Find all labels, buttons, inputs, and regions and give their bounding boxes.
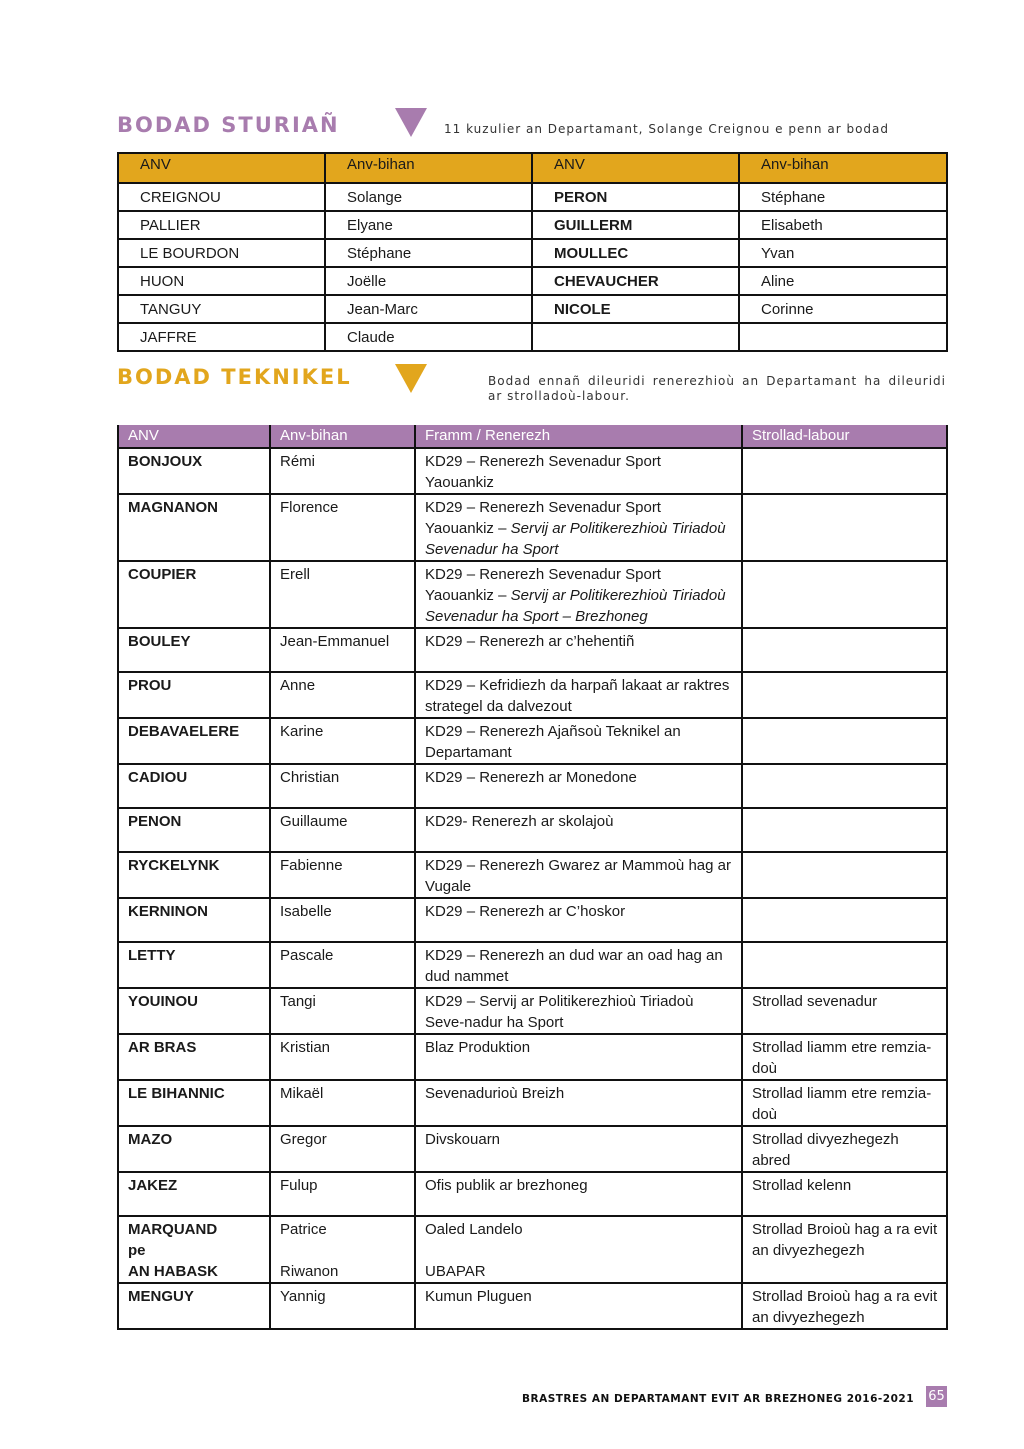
firstname-cell <box>270 718 415 764</box>
strollad-cell <box>742 1216 947 1283</box>
firstname-cell: Jean-Marc <box>325 295 532 323</box>
column-header: Anv-bihan <box>270 425 415 448</box>
footer-title: BRASTRES AN DEPARTAMANT EVIT AR BREZHONEG 2016-2021 <box>521 1393 914 1405</box>
framm-cell <box>415 852 742 898</box>
firstname-cell: Yvan <box>739 239 947 267</box>
strollad-cell <box>742 1283 947 1329</box>
name-cell: PERON <box>532 183 739 211</box>
firstname-cell <box>270 628 415 672</box>
framm-cell <box>415 988 742 1034</box>
framm-cell <box>415 764 742 808</box>
framm-cell <box>415 718 742 764</box>
framm-italic-text: Servij ar Politikerezhioù Tiriadoù Sevenadur ha Sport <box>425 520 726 558</box>
name-cell <box>118 852 270 898</box>
name-text: MARQUAND <box>128 1221 218 1238</box>
firstname-cell <box>270 942 415 988</box>
table-row <box>118 239 947 267</box>
table-row <box>118 494 947 561</box>
name-text: MAZO <box>128 1131 173 1148</box>
firstname-cell: Aline <box>739 267 947 295</box>
table-row <box>118 323 947 351</box>
column-header: ANV <box>118 425 270 448</box>
firstname-text: Anne <box>280 677 316 694</box>
table-row <box>118 1216 947 1283</box>
framm-cell <box>415 1034 742 1080</box>
framm-cell <box>415 898 742 942</box>
firstname-cell <box>270 1080 415 1126</box>
framm-cell <box>415 808 742 852</box>
name-text: DEBAVAELERE <box>128 723 240 740</box>
firstname-cell: Claude <box>325 323 532 351</box>
framm-cell <box>415 494 742 561</box>
name-text: PENON <box>128 813 182 830</box>
framm-text: KD29 – Kefridiezh da harpañ lakaat ar raktres strategel da dalvezout <box>425 677 730 715</box>
strollad-cell <box>742 1034 947 1080</box>
table-row <box>118 898 947 942</box>
table-teknikel <box>117 425 948 1330</box>
firstname-text: Erell <box>280 566 311 583</box>
framm-text: Oaled Landelo <box>425 1221 523 1238</box>
or-text: pe <box>128 1242 146 1259</box>
framm-cell <box>415 561 742 628</box>
firstname-text: Guillaume <box>280 813 348 830</box>
framm-text: KD29 – Renerezh Ajañsoù Teknikel an Departamant <box>425 723 681 761</box>
firstname-cell: Stéphane <box>739 183 947 211</box>
firstname-cell: Solange <box>325 183 532 211</box>
firstname-cell <box>270 852 415 898</box>
framm-cell <box>415 1126 742 1172</box>
framm-italic-text: Servij ar Politikerezhioù Tiriadoù Sevenadur ha Sport – Brezhoneg <box>425 587 726 625</box>
table-row <box>118 267 947 295</box>
column-header: Anv-bihan <box>325 153 532 183</box>
framm-cell <box>415 672 742 718</box>
firstname-text: Karine <box>280 723 324 740</box>
name-text: BOULEY <box>128 633 191 650</box>
strollad-text: Strollad kelenn <box>752 1177 852 1194</box>
firstname-cell <box>270 1172 415 1216</box>
firstname-cell <box>270 808 415 852</box>
firstname-cell <box>270 448 415 494</box>
framm-text: Ofis publik ar brezhoneg <box>425 1177 588 1194</box>
table-row <box>118 808 947 852</box>
framm-text: UBAPAR <box>425 1263 486 1280</box>
table-row <box>118 988 947 1034</box>
framm-text: Blaz Produktion <box>425 1039 531 1056</box>
strollad-cell <box>742 1126 947 1172</box>
page-number: 65 <box>926 1386 947 1407</box>
firstname-cell <box>739 323 947 351</box>
strollad-cell <box>742 852 947 898</box>
name-text: MENGUY <box>128 1288 194 1305</box>
firstname-text: Rémi <box>280 453 316 470</box>
framm-cell <box>415 448 742 494</box>
firstname-text: Mikaël <box>280 1085 324 1102</box>
table-row <box>118 1034 947 1080</box>
framm-text: KD29 – Renerezh Gwarez ar Mammoù hag ar Vugale <box>425 857 731 895</box>
name-text: PROU <box>128 677 172 694</box>
name-cell <box>118 808 270 852</box>
firstname-text: Florence <box>280 499 339 516</box>
name-text: AN HABASK <box>128 1263 218 1280</box>
table-row <box>118 1080 947 1126</box>
firstname-cell: Corinne <box>739 295 947 323</box>
firstname-cell: Elisabeth <box>739 211 947 239</box>
name-cell <box>118 561 270 628</box>
strollad-cell <box>742 988 947 1034</box>
strollad-cell <box>742 942 947 988</box>
firstname-text: Kristian <box>280 1039 331 1056</box>
name-cell: TANGUY <box>118 295 325 323</box>
framm-cell <box>415 628 742 672</box>
strollad-text: Strollad Broioù hag a ra evit an divyezhegezh <box>752 1221 938 1259</box>
strollad-text: Strollad sevenadur <box>752 993 878 1010</box>
name-text: COUPIER <box>128 566 197 583</box>
framm-text: KD29 – Renerezh an dud war an oad hag an dud nammet <box>425 947 723 985</box>
name-text: LE BIHANNIC <box>128 1085 225 1102</box>
column-header: ANV <box>118 153 325 183</box>
table-row <box>118 628 947 672</box>
table-row <box>118 211 947 239</box>
name-cell: LE BOURDON <box>118 239 325 267</box>
strollad-cell <box>742 808 947 852</box>
name-cell: CREIGNOU <box>118 183 325 211</box>
name-cell <box>118 1126 270 1172</box>
name-text: KERNINON <box>128 903 209 920</box>
name-cell <box>118 672 270 718</box>
table-row <box>118 942 947 988</box>
section-title-sturian: BODAD STURIAÑ <box>117 113 340 137</box>
firstname-cell <box>270 1034 415 1080</box>
table-row <box>118 1126 947 1172</box>
table-row <box>118 448 947 494</box>
table-header-row <box>118 153 947 183</box>
name-cell: GUILLERM <box>532 211 739 239</box>
name-cell: PALLIER <box>118 211 325 239</box>
firstname-text: Gregor <box>280 1131 327 1148</box>
firstname-cell: Joëlle <box>325 267 532 295</box>
intro-sturian: 11 kuzulier an Departamant, Solange Creignou e penn ar bodad <box>444 122 890 136</box>
firstname-text: Pascale <box>280 947 334 964</box>
firstname-text: Tangi <box>280 993 316 1010</box>
framm-text: KD29 – Renerezh ar Monedone <box>425 769 637 786</box>
table-row <box>118 1172 947 1216</box>
firstname-cell <box>270 1126 415 1172</box>
framm-text: KD29 – Renerezh Sevenadur Sport Yaouankiz – <box>425 499 661 537</box>
table-sturian <box>117 152 948 352</box>
framm-text: KD29 – Renerezh ar c’hehentiñ <box>425 633 635 650</box>
firstname-cell: Elyane <box>325 211 532 239</box>
strollad-cell <box>742 448 947 494</box>
name-cell <box>118 1172 270 1216</box>
strollad-cell <box>742 898 947 942</box>
firstname-cell <box>270 764 415 808</box>
column-header: ANV <box>532 153 739 183</box>
framm-text: KD29 – Renerezh ar C’hoskor <box>425 903 626 920</box>
firstname-text: Jean-Emmanuel <box>280 633 390 650</box>
name-cell: CHEVAUCHER <box>532 267 739 295</box>
firstname-text: Patrice <box>280 1221 327 1238</box>
triangle-down-icon <box>395 108 427 137</box>
strollad-cell <box>742 718 947 764</box>
strollad-cell <box>742 672 947 718</box>
firstname-text: Riwanon <box>280 1263 339 1280</box>
firstname-cell <box>270 672 415 718</box>
table-row <box>118 561 947 628</box>
name-cell <box>118 942 270 988</box>
framm-cell <box>415 1080 742 1126</box>
section-title-teknikel: BODAD TEKNIKEL <box>117 365 352 389</box>
strollad-text: Strollad Broioù hag a ra evit an divyezhegezh <box>752 1288 938 1326</box>
firstname-cell: Stéphane <box>325 239 532 267</box>
firstname-cell <box>270 1283 415 1329</box>
name-cell: JAFFRE <box>118 323 325 351</box>
framm-text: Sevenadurioù Breizh <box>425 1085 565 1102</box>
name-cell <box>118 1283 270 1329</box>
table-row <box>118 672 947 718</box>
strollad-cell <box>742 494 947 561</box>
table-row <box>118 764 947 808</box>
firstname-cell <box>270 494 415 561</box>
strollad-cell <box>742 628 947 672</box>
framm-text: KD29 – Renerezh Sevenadur Sport Yaouankiz – <box>425 566 661 604</box>
name-cell: HUON <box>118 267 325 295</box>
table-row <box>118 1283 947 1329</box>
framm-text: KD29 – Renerezh Sevenadur Sport Yaouankiz <box>425 453 661 491</box>
name-cell <box>118 494 270 561</box>
intro-teknikel: Bodad ennañ dileuridi renerezhioù an Departamant ha dileuridi ar strolladoù-labour. <box>488 374 946 403</box>
name-cell: MOULLEC <box>532 239 739 267</box>
name-cell <box>118 764 270 808</box>
framm-cell <box>415 1283 742 1329</box>
name-cell <box>118 1080 270 1126</box>
framm-cell <box>415 1172 742 1216</box>
framm-text: Kumun Pluguen <box>425 1288 532 1305</box>
framm-cell <box>415 1216 742 1283</box>
name-text: BONJOUX <box>128 453 203 470</box>
table-row <box>118 718 947 764</box>
firstname-text: Christian <box>280 769 340 786</box>
strollad-cell <box>742 1172 947 1216</box>
name-text: CADIOU <box>128 769 188 786</box>
name-cell <box>118 898 270 942</box>
table-row <box>118 295 947 323</box>
name-cell <box>118 628 270 672</box>
firstname-text: Yannig <box>280 1288 326 1305</box>
firstname-text: Fabienne <box>280 857 343 874</box>
strollad-text: Strollad divyezhegezh abred <box>752 1131 899 1169</box>
name-text: YOUINOU <box>128 993 199 1010</box>
strollad-text: Strollad liamm etre remzia-doù <box>752 1039 932 1077</box>
name-text: JAKEZ <box>128 1177 178 1194</box>
name-text: MAGNANON <box>128 499 218 516</box>
name-cell: NICOLE <box>532 295 739 323</box>
firstname-cell <box>270 898 415 942</box>
firstname-cell <box>270 561 415 628</box>
strollad-cell <box>742 764 947 808</box>
framm-text: KD29- Renerezh ar skolajoù <box>425 813 614 830</box>
firstname-cell <box>270 988 415 1034</box>
name-cell <box>118 1216 270 1283</box>
name-cell <box>118 718 270 764</box>
table-header-row <box>118 425 947 448</box>
name-text: RYCKELYNK <box>128 857 220 874</box>
strollad-cell <box>742 1080 947 1126</box>
name-cell <box>118 988 270 1034</box>
firstname-text: Isabelle <box>280 903 332 920</box>
column-header: Framm / Renerezh <box>415 425 742 448</box>
table-row <box>118 183 947 211</box>
strollad-cell <box>742 561 947 628</box>
name-text: AR BRAS <box>128 1039 197 1056</box>
column-header: Anv-bihan <box>739 153 947 183</box>
name-cell <box>532 323 739 351</box>
column-header: Strollad-labour <box>742 425 947 448</box>
firstname-cell <box>270 1216 415 1283</box>
table-row <box>118 852 947 898</box>
framm-text: KD29 – Servij ar Politikerezhioù Tiriadoù Seve-nadur ha Sport <box>425 993 694 1031</box>
firstname-text: Fulup <box>280 1177 318 1194</box>
name-cell <box>118 448 270 494</box>
triangle-down-icon <box>395 364 427 393</box>
strollad-text: Strollad liamm etre remzia-doù <box>752 1085 932 1123</box>
framm-cell <box>415 942 742 988</box>
name-cell <box>118 1034 270 1080</box>
framm-text: Divskouarn <box>425 1131 501 1148</box>
name-text: LETTY <box>128 947 176 964</box>
